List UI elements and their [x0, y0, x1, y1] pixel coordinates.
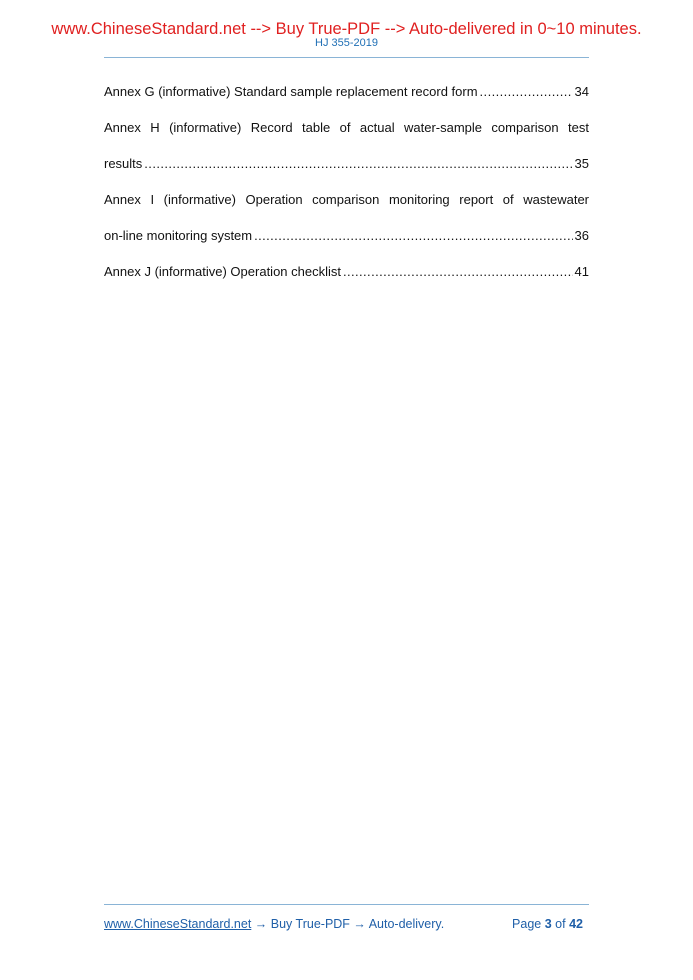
toc-entry-annex-h-line2[interactable]: [104, 154, 589, 174]
toc-entry-title-cont: on-line monitoring system: [104, 228, 253, 243]
toc-entry-title-cont: results: [104, 156, 143, 171]
toc-entry-annex-h-line1[interactable]: [104, 118, 589, 138]
footer-promo-text: → Buy True-PDF → Auto-delivery.: [251, 917, 445, 931]
page-of-label: of: [555, 917, 566, 931]
header-divider: [104, 57, 589, 58]
toc-leader-dots: [254, 226, 572, 246]
footer-site-link[interactable]: www.ChineseStandard.net: [104, 917, 252, 931]
toc-page-number: 41: [574, 264, 589, 279]
banner-text[interactable]: www.ChineseStandard.net --> Buy True-PDF --> Auto-delivered in 0~10 minutes.: [51, 20, 642, 38]
toc-entry-annex-g[interactable]: [104, 82, 589, 102]
toc-entry-title: Annex J (informative) Operation checklist: [104, 264, 341, 279]
total-page-count: 42: [569, 917, 583, 931]
toc-page-number: 35: [574, 156, 589, 171]
toc-entry-title: Annex G (informative) Standard sample replacement record form: [104, 84, 478, 99]
toc-entry-title: Annex I (informative) Operation comparison monitoring report of wastewater: [104, 192, 589, 207]
page-indicator: [512, 916, 583, 932]
page-label: Page: [512, 917, 542, 931]
document-code: HJ 355-2019: [315, 37, 378, 49]
toc-entry-title: Annex H (informative) Record table of actual water-sample comparison test: [104, 120, 589, 135]
toc-leader-dots: [144, 154, 572, 174]
toc-entry-annex-j[interactable]: [104, 262, 589, 282]
toc-leader-dots: [343, 262, 573, 282]
toc-entry-annex-i-line1[interactable]: [104, 190, 589, 210]
toc-page-number: 36: [574, 228, 589, 243]
toc-page-number: 34: [574, 84, 589, 99]
current-page-number: 3: [544, 917, 552, 931]
toc-leader-dots: [480, 82, 573, 102]
footer-divider: [104, 904, 589, 905]
footer-promo: [104, 916, 444, 932]
table-of-contents: [104, 82, 589, 298]
toc-entry-annex-i-line2[interactable]: [104, 226, 589, 246]
